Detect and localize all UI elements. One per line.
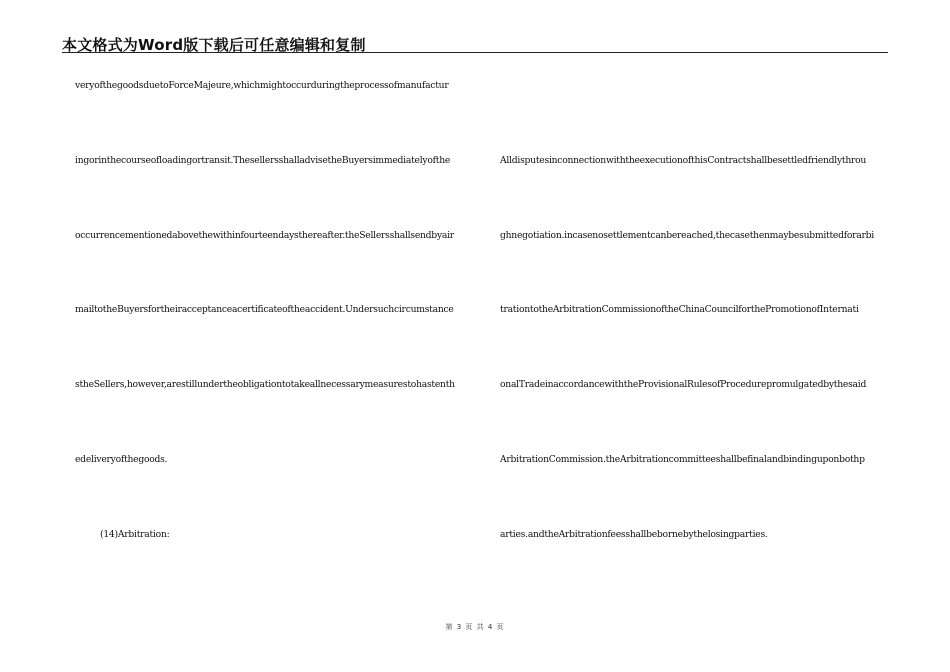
left-text-line: veryofthegoodsduetoForceMajeure,whichmightoccurduringtheprocessofmanufactur (75, 80, 449, 91)
page-number-footer: 第 3 页 共 4 页 (445, 623, 505, 631)
section-heading-arbitration: (14)Arbitration: (100, 529, 170, 540)
left-text-line: ingorinthecourseofloadingortransit.ThesellersshalladvisetheBuyersimmediatelyofthe (75, 155, 451, 166)
right-text-line: ArbitrationCommission.theArbitrationcommitteeshallbefinalandbindinguponbothp (500, 454, 865, 465)
right-text-line: trationtotheArbitrationCommissionoftheChinaCouncilforthePromotionofInternati (500, 304, 859, 315)
right-text-line: onalTradeinaccordancewiththeProvisionalRulesofProcedurepromulgatedbythesaid (500, 379, 867, 390)
right-text-line: AlldisputesinconnectionwiththeexecutionofthisContractshallbesettledfriendlythrou (500, 155, 867, 166)
left-text-line: occurrencementionedabovethewithinfourteendaysthereafter.theSellersshallsendbyair (75, 230, 454, 241)
right-text-line: arties.andtheArbitrationfeesshallbebornebythelosingparties. (500, 529, 768, 540)
left-text-line: mailtotheBuyersfortheiracceptanceacertificateoftheaccident.Undersuchcircumstance (75, 304, 454, 315)
page-header-title: 本文格式为Word版下载后可任意编辑和复制 (62, 36, 366, 54)
header-divider (62, 52, 888, 53)
left-text-line: edeliveryofthegoods. (75, 454, 168, 465)
left-text-line: stheSellers,however,arestillundertheobligationtotakeallnecessarymeasurestohastenth (75, 379, 455, 390)
right-text-line: ghnegotiation.incasenosettlementcanbereached,thecasethenmaybesubmittedforarbi (500, 230, 875, 241)
